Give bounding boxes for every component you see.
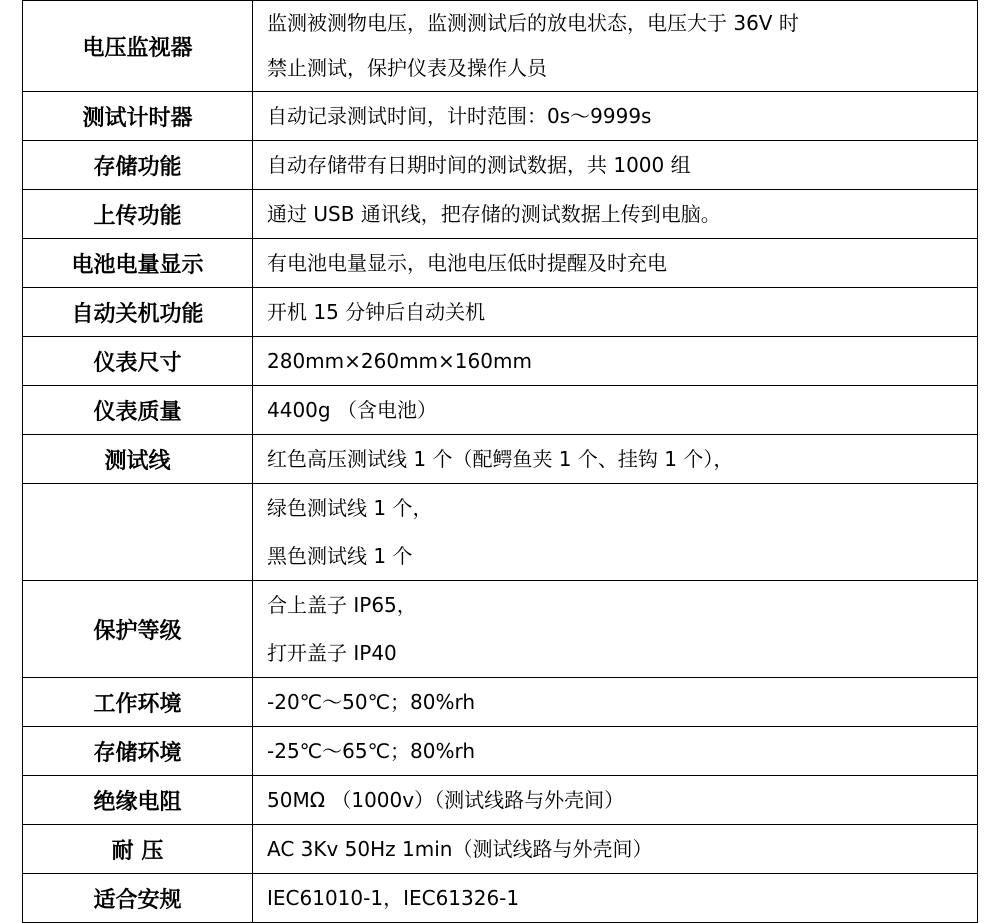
spec-row-storage bbox=[23, 141, 978, 190]
spec-label: 测试计时器 bbox=[23, 92, 253, 141]
spec-value-line: 合上盖子 IP65， bbox=[267, 593, 417, 617]
spec-value bbox=[253, 484, 978, 581]
spec-label: 测试线 bbox=[23, 435, 253, 484]
spec-value-line: 有电池电量显示，电池电压低时提醒及时充电 bbox=[267, 251, 667, 275]
spec-label: 自动关机功能 bbox=[23, 288, 253, 337]
spec-value bbox=[253, 1, 978, 92]
spec-value-line: 50MΩ （1000v）（测试线路与外壳间） bbox=[267, 788, 625, 812]
spec-label: 仪表尺寸 bbox=[23, 337, 253, 386]
spec-value-line: -25℃～65℃；80%rh bbox=[267, 739, 476, 763]
spec-label: 耐 压 bbox=[23, 825, 253, 874]
spec-row-test-leads bbox=[23, 435, 978, 484]
spec-row-storage-env bbox=[23, 727, 978, 776]
spec-row-voltage-monitor bbox=[23, 1, 978, 92]
spec-value-line: 开机 15 分钟后自动关机 bbox=[267, 300, 486, 324]
spec-value bbox=[253, 435, 978, 484]
spec-value bbox=[253, 678, 978, 727]
spec-value bbox=[253, 874, 978, 923]
spec-value bbox=[253, 776, 978, 825]
spec-value-line: 黑色测试线 1 个 bbox=[267, 544, 413, 568]
spec-label: 电池电量显示 bbox=[23, 239, 253, 288]
spec-value bbox=[253, 190, 978, 239]
spec-value bbox=[253, 386, 978, 435]
spec-value-line: 自动记录测试时间，计时范围：0s～9999s bbox=[267, 104, 652, 128]
spec-row-battery bbox=[23, 239, 978, 288]
spec-label: 电压监视器 bbox=[23, 1, 253, 92]
spec-value-line: 红色高压测试线 1 个（配鳄鱼夹 1 个、挂钩 1 个）， bbox=[267, 447, 734, 471]
spec-value-line: -20℃～50℃；80%rh bbox=[267, 690, 476, 714]
spec-value-line: 绿色测试线 1 个， bbox=[267, 496, 433, 520]
spec-row-timer bbox=[23, 92, 978, 141]
spec-row-withstand bbox=[23, 825, 978, 874]
spec-value bbox=[253, 581, 978, 678]
spec-row-upload bbox=[23, 190, 978, 239]
spec-label: 适合安规 bbox=[23, 874, 253, 923]
spec-row-test-leads-cont bbox=[23, 484, 978, 581]
spec-label: 工作环境 bbox=[23, 678, 253, 727]
spec-value bbox=[253, 92, 978, 141]
spec-table bbox=[22, 0, 978, 923]
spec-value-line: 打开盖子 IP40 bbox=[267, 641, 397, 665]
spec-label: 仪表质量 bbox=[23, 386, 253, 435]
spec-label: 上传功能 bbox=[23, 190, 253, 239]
spec-value-line: AC 3Kv 50Hz 1min（测试线路与外壳间） bbox=[267, 837, 653, 861]
spec-value bbox=[253, 337, 978, 386]
spec-value bbox=[253, 825, 978, 874]
spec-value-line: 280mm×260mm×160mm bbox=[267, 349, 532, 373]
spec-row-weight bbox=[23, 386, 978, 435]
spec-value-line: 自动存储带有日期时间的测试数据，共 1000 组 bbox=[267, 153, 691, 177]
spec-value-line: 禁止测试，保护仪表及操作人员 bbox=[267, 56, 547, 80]
spec-row-auto-off bbox=[23, 288, 978, 337]
spec-label: 存储功能 bbox=[23, 141, 253, 190]
spec-value bbox=[253, 727, 978, 776]
spec-label: 存储环境 bbox=[23, 727, 253, 776]
spec-label: 绝缘电阻 bbox=[23, 776, 253, 825]
spec-row-insulation bbox=[23, 776, 978, 825]
spec-value-line: 监测被测物电压，监测测试后的放电状态，电压大于 36V 时 bbox=[267, 11, 799, 35]
spec-value-line: 4400g （含电池） bbox=[267, 398, 437, 422]
spec-value bbox=[253, 239, 978, 288]
spec-row-size bbox=[23, 337, 978, 386]
spec-value bbox=[253, 141, 978, 190]
spec-row-operating-env bbox=[23, 678, 978, 727]
spec-row-protection bbox=[23, 581, 978, 678]
spec-label: 保护等级 bbox=[23, 581, 253, 678]
spec-value-line: IEC61010-1，IEC61326-1 bbox=[267, 886, 520, 910]
spec-value-line: 通过 USB 通讯线，把存储的测试数据上传到电脑。 bbox=[267, 202, 721, 226]
spec-value bbox=[253, 288, 978, 337]
spec-row-safety bbox=[23, 874, 978, 923]
spec-label bbox=[23, 484, 253, 581]
